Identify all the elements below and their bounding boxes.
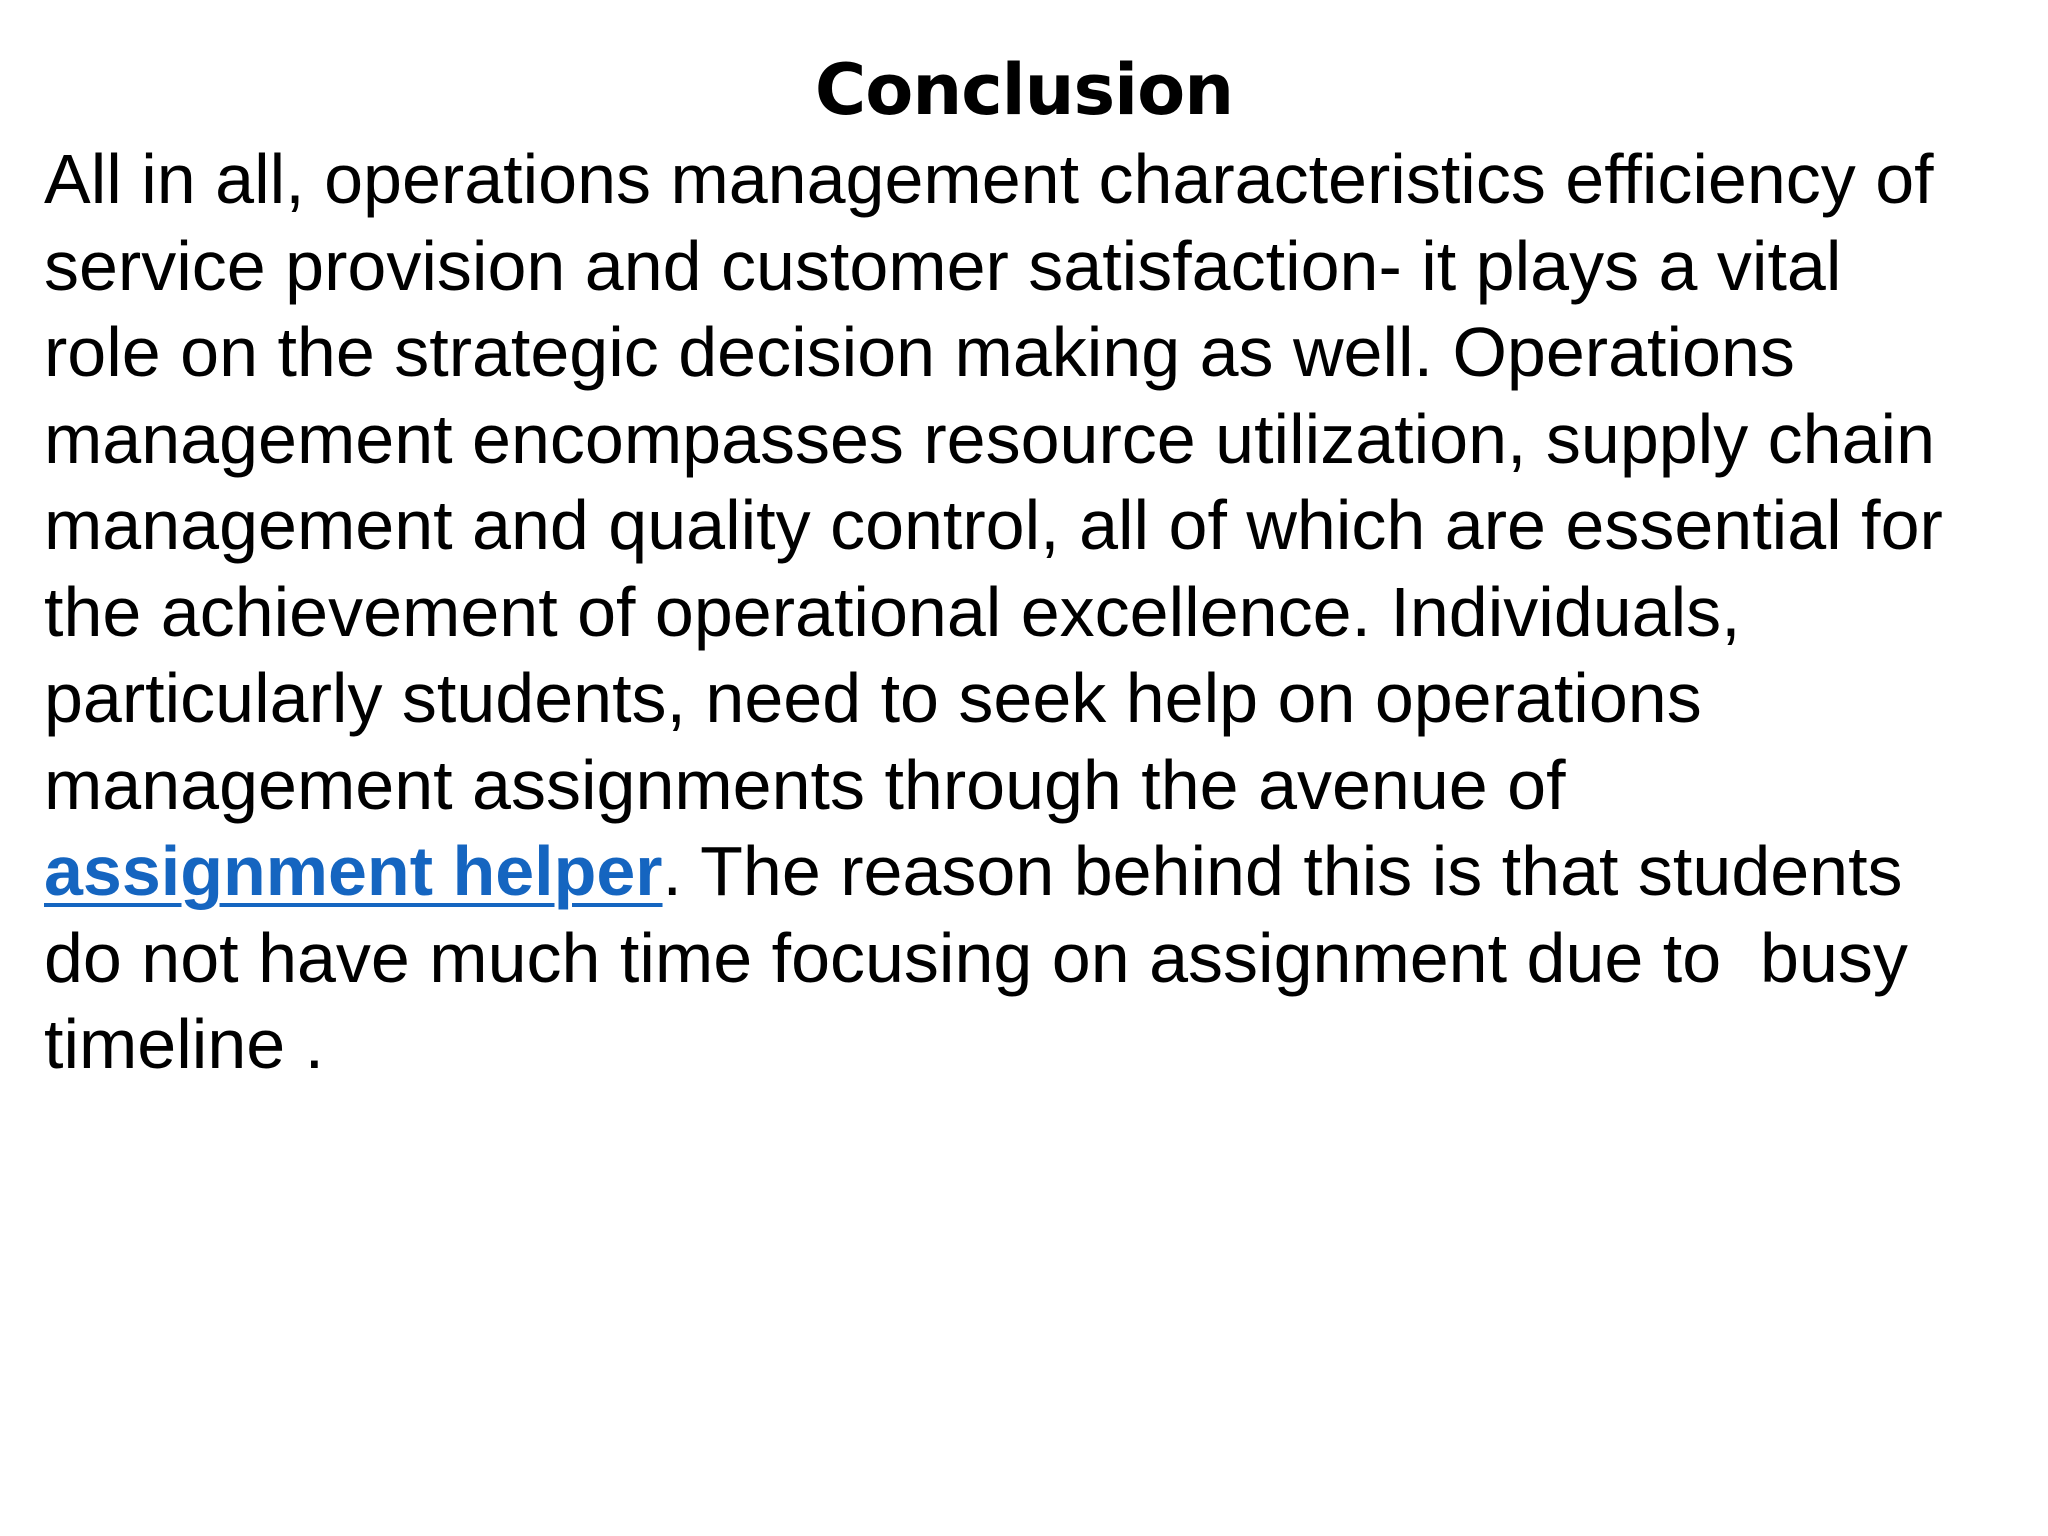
paragraph-line: service provision and customer satisfaction- it plays a vital (44, 226, 1842, 305)
paragraph-line-with-link (44, 828, 2024, 915)
conclusion-paragraph (44, 136, 2024, 1088)
paragraph-line: management encompasses resource utilization, supply chain (44, 399, 1936, 478)
slide-title: Conclusion (814, 49, 1234, 131)
paragraph-line: particularly students, need to seek help on operations (44, 659, 1702, 737)
paragraph-line: role on the strategic decision making as well. Operations (44, 313, 1795, 391)
paragraph-line: All in all, operations management characteristics efficiency of (44, 140, 1934, 218)
paragraph-line: management and quality control, all of which are essential for (44, 486, 1943, 564)
paragraph-line: management assignments through the avenue of (44, 745, 1566, 824)
assignment-helper-link[interactable]: assignment helper (44, 832, 663, 910)
paragraph-line: timeline . (44, 1005, 325, 1083)
paragraph-text: . The reason behind this is that students (662, 832, 1903, 910)
paragraph-line: do not have much time focusing on assignment due to busy (44, 918, 1908, 997)
paragraph-line: the achievement of operational excellence. Individuals, (44, 572, 1741, 651)
